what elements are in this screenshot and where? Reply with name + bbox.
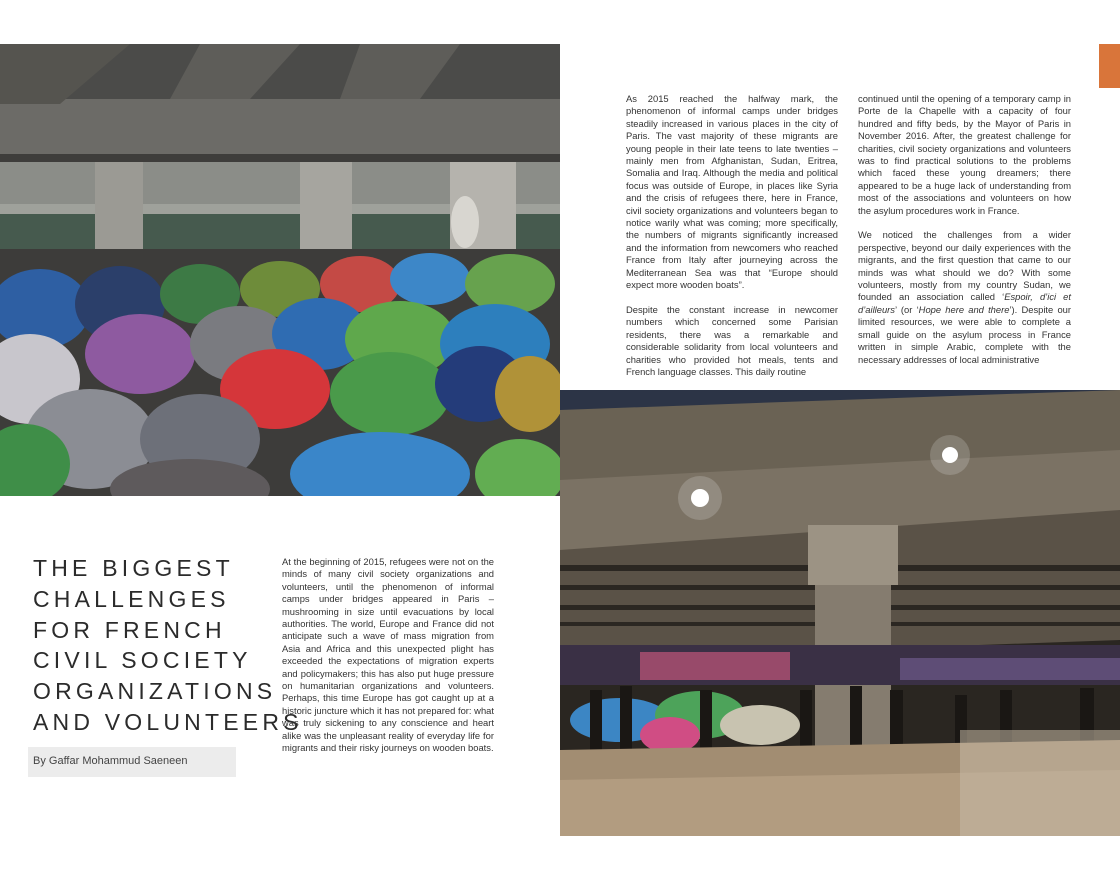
title-line: FOR FRENCH — [33, 616, 226, 643]
article-column-2 — [858, 93, 1071, 366]
photo-night-camp-under-overpass — [560, 390, 1120, 836]
paragraph: At the beginning of 2015, refugees were not on the minds of many civil society organizations and volunteers, until the phenomenon of informal camps under bridges appeared in Paris – mushrooming in size until evacuations by local authorities. The world, Europe and France did not anticipate such a wave of mass migration from Asia and Africa and this unexpected plight has exceeded the expectations of migration experts and policymakers; this has also put huge pressure on humanitarian organizations and volunteers. Perhaps, this time Europe has got caught up at a historic juncture which it has not prepared for: what was truly sickening to any conscience and heart alike was the unpleasant reality of everyday life for migrants and their risky journeys on wooden boats. — [282, 556, 494, 754]
paragraph: As 2015 reached the halfway mark, the phenomenon of informal camps under bridges steadily increased in various places in the city of Paris. The vast majority of these migrants are young people in their late teens to late twenties – mainly men from Afghanistan, Sudan, Eritrea, Somalia and Iraq. Although the media and political focus was outside of Europe, in places like Syria and the crisis of refugees there, here in France, civil society organizations and volunteers began to notice warily what was coming; more specifically, the numbers of migrants significantly increased and the information from newcomers who reached France from Italy after journeying across the Mediterranean Sea was that “Europe should expect more wooden boats”. — [626, 93, 838, 291]
accent-tab — [1099, 44, 1120, 88]
title-line: THE BIGGEST — [33, 555, 234, 581]
photo-tent-camp-under-bridge — [0, 44, 560, 496]
title-line: CIVIL SOCIETY — [33, 647, 252, 674]
title-line: AND VOLUNTEERS — [33, 708, 303, 735]
article-intro-column — [282, 556, 494, 766]
title-line: CHALLENGES — [33, 585, 230, 612]
article-column-1 — [626, 93, 838, 378]
byline: By Gaffar Mohammud Saeneen — [33, 755, 188, 767]
title-line: ORGANIZATIONS — [33, 678, 277, 705]
paragraph: continued until the opening of a temporary camp in Porte de la Chapelle with a capacity of four hundred and fifty beds, by the Mayor of Paris in November 2016. After, the greatest challenge for charities, civil society organizations and volunteers was to find practical solutions to the problems which faced these young dreamers; there appeared to be a huge lack of understanding from most of the associations and volunteers on how the asylum procedures work in France. — [858, 93, 1071, 216]
article-title — [33, 553, 303, 738]
paragraph: Despite the constant increase in newcomer numbers which concerned some Parisian residents, there was a remarkable and considerable solidarity from local volunteers and charities who provided hot meals, tents and French language classes. This daily routine — [626, 303, 838, 377]
paragraph: We noticed the challenges from a wider perspective, beyond our daily experiences with the migrants, and the first question that came to our minds was what should we do? With some volunteers, mostly from my country Sudan, we founded an association called ‘Espoir, d’ici et d’ailleurs’ (or ‘Hope here and there’). Despite our limited resources, we were able to complete a small guide on the asylum process in France written in simple Arabic, complete with the necessary addresses of local administrative — [858, 229, 1072, 365]
